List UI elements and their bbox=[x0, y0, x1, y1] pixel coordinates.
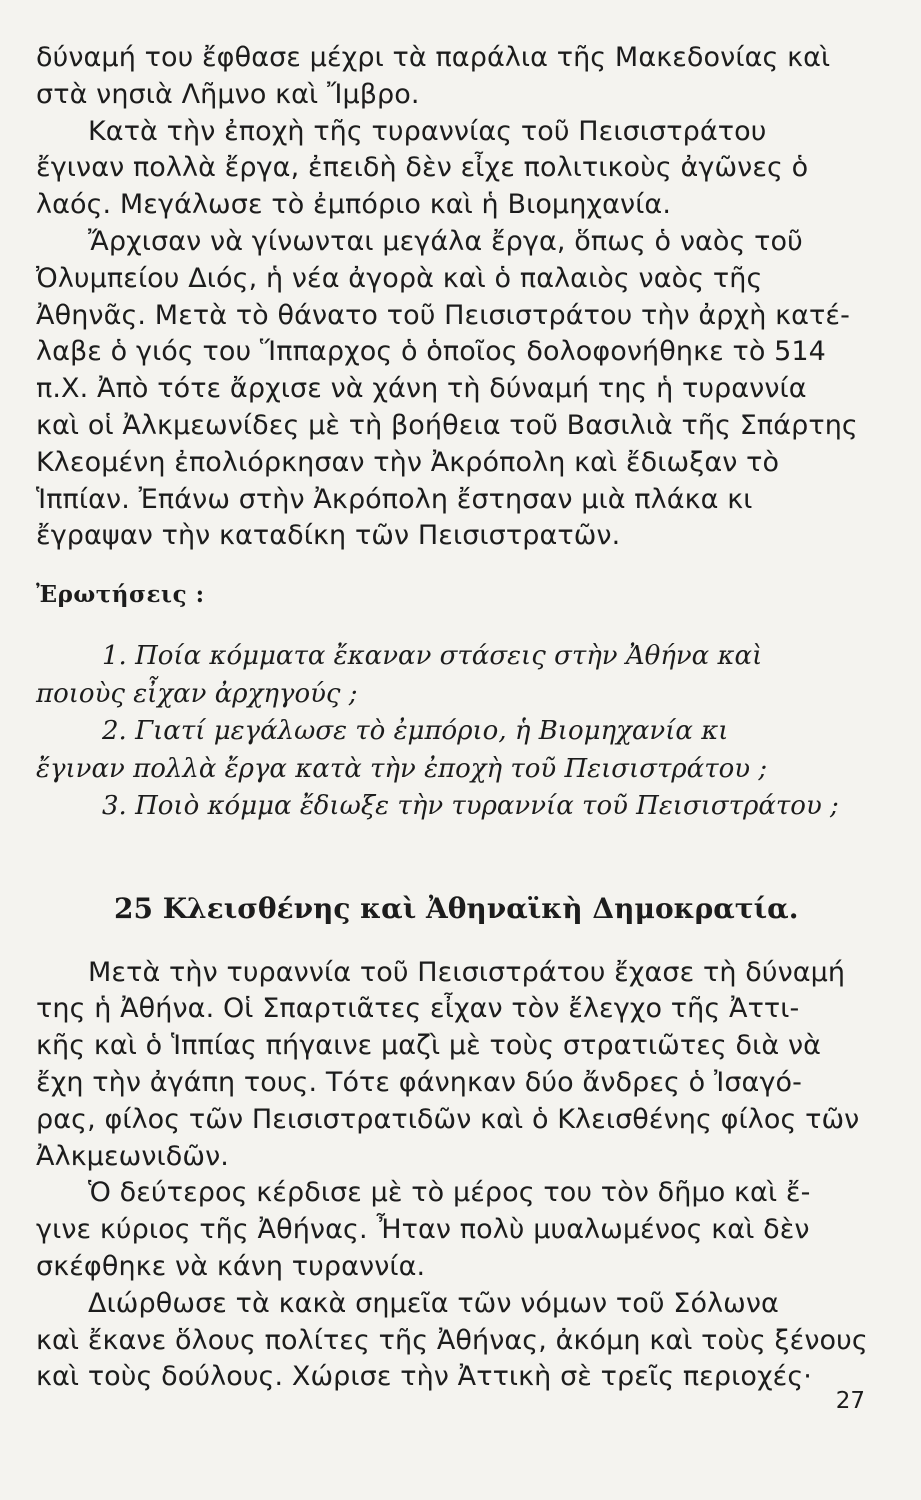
text-line: λαός. Μεγάλωσε τὸ ἐμπόριο καὶ ἡ Βιομηχανία. bbox=[36, 189, 672, 221]
text-line: Ἀθηνᾶς. Μετὰ τὸ θάνατο τοῦ Πεισιστράτου τὴν ἀρχὴ κατέ- bbox=[36, 299, 850, 331]
text-line: στὰ νησιὰ Λῆμνο καὶ Ἴμβρο. bbox=[36, 78, 420, 110]
questions-heading: Ἐρωτήσεις : bbox=[36, 581, 205, 609]
text-line: λαβε ὁ γιός του Ἵππαρχος ὁ ὁποῖος δολοφονήθηκε τὸ 514 bbox=[36, 336, 826, 368]
text-line: Ὀλυμπείου Διός, ἡ νέα ἀγορὰ καὶ ὁ παλαιὸς ναὸς τῆς bbox=[36, 262, 763, 294]
paragraph-reforms bbox=[36, 1286, 873, 1396]
text-line: Ἄρχισαν νὰ γίνωνται μεγάλα ἔργα, ὅπως ὁ ναὸς τοῦ bbox=[88, 225, 803, 257]
text-line: κῆς καὶ ὁ Ἱππίας πήγαινε μαζὶ μὲ τοὺς στρατιῶτες διὰ νὰ bbox=[36, 1030, 822, 1062]
questions-list bbox=[36, 638, 873, 826]
paragraph-great-works bbox=[36, 224, 873, 555]
text-line: ἔγιναν πολλὰ ἔργα, ἐπειδὴ δὲν εἶχε πολιτικοὺς ἀγῶνες ὁ bbox=[36, 152, 809, 184]
text-line: Ὁ δεύτερος κέρδισε μὲ τὸ μέρος του τὸν δῆμο καὶ ἔ- bbox=[88, 1177, 811, 1209]
text-line: γινε κύριος τῆς Ἀθήνας. Ἦταν πολὺ μυαλωμένος καὶ δὲν bbox=[36, 1214, 810, 1246]
text-line: Μετὰ τὴν τυραννία τοῦ Πεισιστράτου ἔχασε τὴ δύναμή bbox=[88, 956, 846, 988]
text-line: Διώρθωσε τὰ κακὰ σημεῖα τῶν νόμων τοῦ Σόλωνα bbox=[88, 1287, 779, 1319]
text-line: καὶ τοὺς δούλους. Χώρισε τὴν Ἀττικὴ σὲ τρεῖς περιοχές· bbox=[36, 1361, 812, 1393]
text-line: Κατὰ τὴν ἐποχὴ τῆς τυραννίας τοῦ Πεισιστράτου bbox=[88, 115, 767, 147]
paragraph-after-tyranny bbox=[36, 955, 873, 1176]
page-number: 27 bbox=[835, 1388, 865, 1414]
text-line: ἔγραψαν τὴν καταδίκη τῶν Πεισιστρατῶν. bbox=[36, 520, 621, 552]
question-line: 3. Ποιὸ κόμμα ἔδιωξε τὴν τυραννία τοῦ Πεισιστράτου ; bbox=[102, 791, 839, 822]
question-line: 1. Ποία κόμματα ἔκαναν στάσεις στὴν Ἀθήνα καὶ bbox=[102, 641, 763, 672]
question-line: ποιοὺς εἶχαν ἀρχηγούς ; bbox=[36, 678, 358, 709]
text-line: ρας, φίλος τῶν Πεισιστρατιδῶν καὶ ὁ Κλεισθένης φίλος τῶν bbox=[36, 1103, 860, 1135]
text-line: π.Χ. Ἀπὸ τότε ἄρχισε νὰ χάνη τὴ δύναμή της ἡ τυραννία bbox=[36, 373, 807, 405]
question-line: ἔγιναν πολλὰ ἔργα κατὰ τὴν ἐποχὴ τοῦ Πεισιστράτου ; bbox=[36, 753, 768, 784]
text-line: σκέφθηκε νὰ κάνη τυραννία. bbox=[36, 1251, 426, 1283]
paragraph-peisistratos-works bbox=[36, 114, 873, 224]
intro-paragraph bbox=[36, 40, 873, 114]
paragraph-kleisthenes bbox=[36, 1175, 873, 1285]
text-line: Κλεομένη ἐπολιόρκησαν τὴν Ἀκρόπολη καὶ ἔδιωξαν τὸ bbox=[36, 446, 780, 478]
section-title: 25 Κλεισθένης καὶ Ἀθηναϊκὴ Δημοκρατία. bbox=[114, 891, 799, 925]
question-line: 2. Γιατί μεγάλωσε τὸ ἐμπόριο, ἡ Βιομηχανία κι bbox=[102, 716, 729, 747]
text-line: δύναμή του ἔφθασε μέχρι τὰ παράλια τῆς Μακεδονίας καὶ bbox=[36, 42, 831, 73]
text-line: Ἱππίαν. Ἐπάνω στὴν Ἀκρόπολη ἔστησαν μιὰ πλάκα κι bbox=[36, 483, 753, 515]
text-line: καὶ οἱ Ἀλκμεωνίδες μὲ τὴ βοήθεια τοῦ Βασιλιὰ τῆς Σπάρτης bbox=[36, 409, 858, 441]
text-line: καὶ ἔκανε ὅλους πολίτες τῆς Ἀθήνας, ἀκόμη καὶ τοὺς ξένους bbox=[36, 1324, 868, 1356]
text-line: της ἡ Ἀθήνα. Οἱ Σπαρτιᾶτες εἶχαν τὸν ἔλεγχο τῆς Ἀττι- bbox=[36, 993, 800, 1025]
text-line: ἔχη τὴν ἀγάπη τους. Τότε φάνηκαν δύο ἄνδρες ὁ Ἰσαγό- bbox=[36, 1067, 802, 1099]
text-line: Ἀλκμεωνιδῶν. bbox=[36, 1140, 229, 1172]
